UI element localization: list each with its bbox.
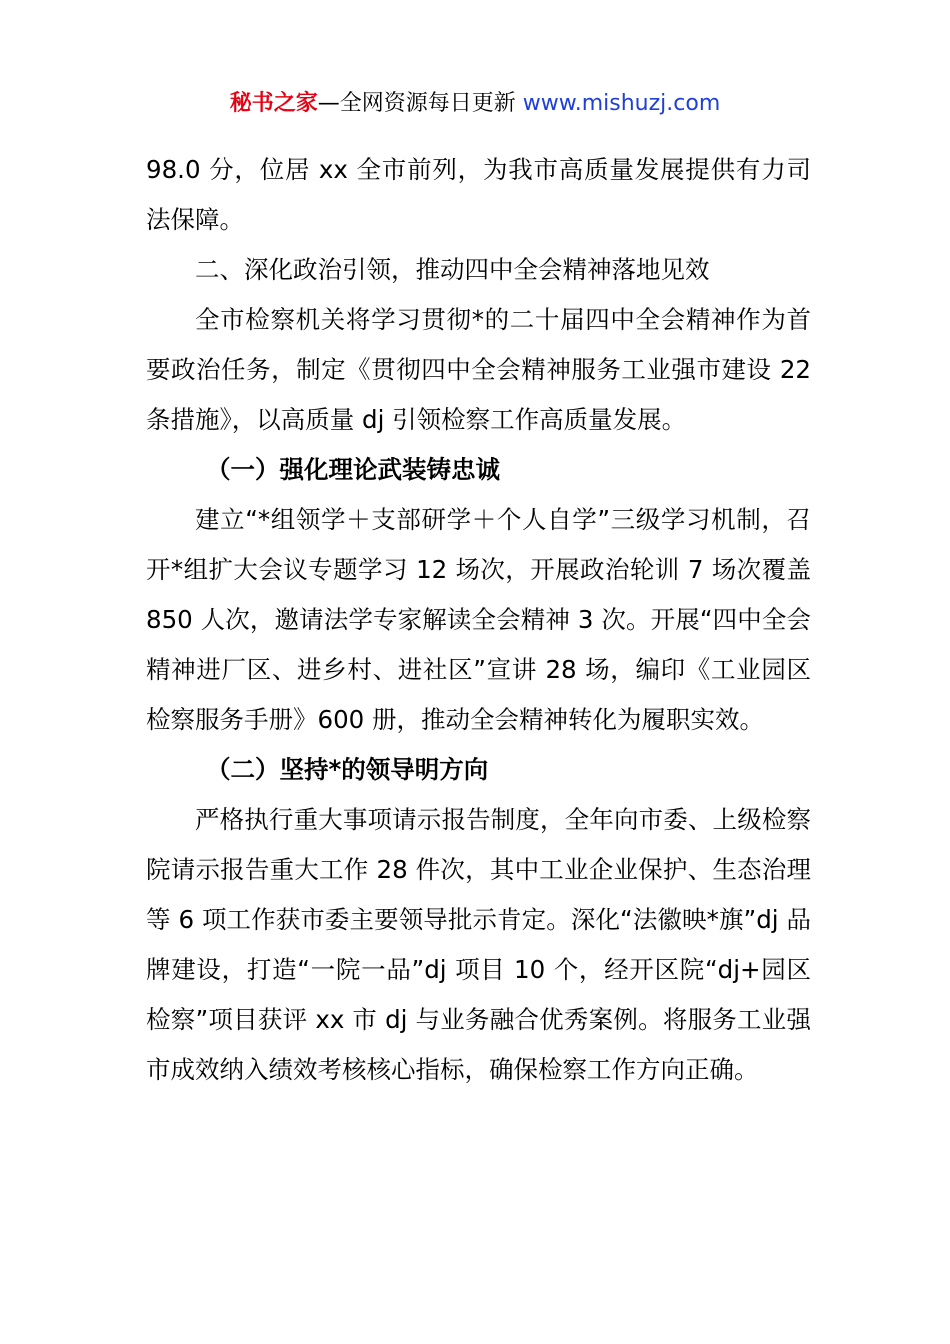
page-header bbox=[0, 88, 950, 120]
section-heading: 二、深化政治引领，推动四中全会精神落地见效 bbox=[195, 255, 710, 284]
header-tagline: 全网资源每日更新 bbox=[339, 91, 523, 116]
document-body bbox=[146, 145, 811, 1095]
subsection-heading: （一）强化理论武装铸忠诚 bbox=[206, 455, 500, 484]
header-url-link[interactable]: www.mishuzj.com bbox=[522, 91, 721, 116]
paragraph-continuation: 98.0 分，位居 xx 全市前列，为我市高质量发展提供有力司法保障。 bbox=[146, 155, 811, 234]
paragraph: 全市检察机关将学习贯彻*的二十届四中全会精神作为首要政治任务，制定《贯彻四中全会精神服务工业强市建设 22 条措施》，以高质量 dj 引领检察工作高质量发展。 bbox=[146, 305, 811, 434]
paragraph: 建立“*组领学＋支部研学＋个人自学”三级学习机制，召开*组扩大会议专题学习 12 场次，开展政治轮训 7 场次覆盖 850 人次，邀请法学专家解读全会精神 3 次。开展“四中全会精神进厂区、进乡村、进社区”宣讲 28 场，编印《工业园区检察服务手册》600 册，推动全会精神转化为履职实效。 bbox=[146, 505, 811, 734]
paragraph: 严格执行重大事项请示报告制度，全年向市委、上级检察院请示报告重大工作 28 件次，其中工业企业保护、生态治理等 6 项工作获市委主要领导批示肯定。深化“法徽映*旗”dj 品牌建设，打造“一院一品”dj 项目 10 个，经开区院“dj+园区检察”项目获评 xx 市 dj 与业务融合优秀案例。将服务工业强市成效纳入绩效考核核心指标，确保检察工作方向正确。 bbox=[146, 805, 811, 1084]
subsection-heading: （二）坚持*的领导明方向 bbox=[206, 755, 489, 784]
header-dash: — bbox=[317, 91, 340, 116]
brand-name: 秘书之家 bbox=[229, 91, 318, 116]
